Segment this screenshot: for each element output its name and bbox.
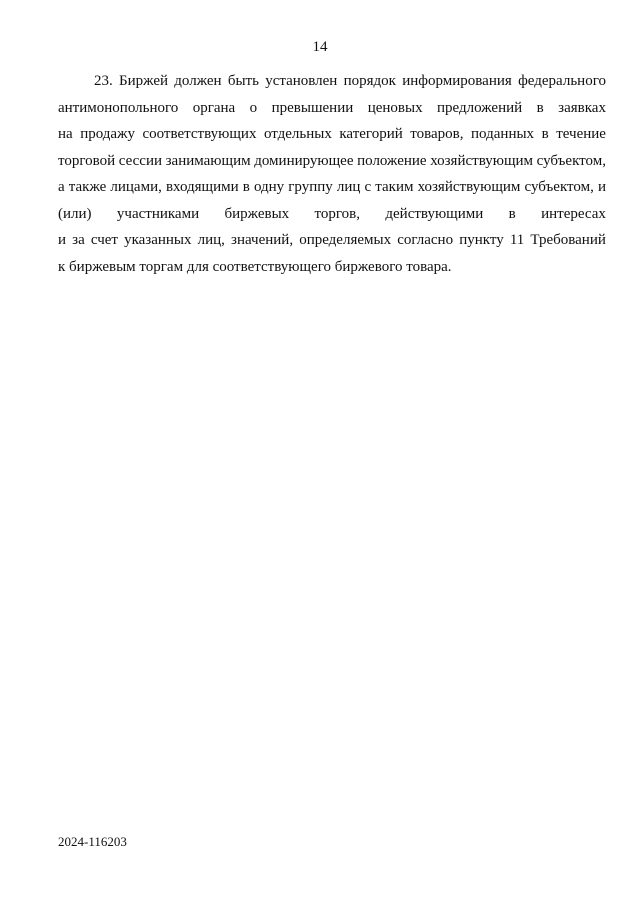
paragraph-line — [58, 95, 606, 122]
paragraph-line — [58, 227, 606, 254]
word: с — [364, 179, 372, 195]
word: указанных — [124, 232, 192, 248]
word: лиц, — [197, 232, 225, 248]
word: товаров, — [410, 126, 464, 142]
paragraph-line — [58, 148, 606, 175]
word: соответствующих — [142, 126, 257, 142]
paragraph-line: к биржевым торгам для соответствующего биржевого товара. — [58, 258, 452, 275]
word: лицами, — [110, 179, 162, 195]
word: занимающим — [165, 152, 251, 169]
word: о — [249, 99, 258, 116]
word: счет — [90, 232, 118, 248]
word: торгов, — [314, 205, 360, 222]
word: в — [242, 179, 250, 195]
word: поданных — [471, 126, 535, 142]
word: действующими — [385, 205, 484, 222]
word: превышении — [271, 99, 354, 116]
word: интересах — [541, 205, 606, 222]
word: хозяйствующим — [430, 152, 534, 169]
paragraph-23 — [58, 68, 606, 280]
word: торговой — [58, 152, 116, 169]
word: установлен — [265, 73, 338, 89]
paragraph-line — [58, 68, 606, 95]
word: течение — [556, 126, 606, 142]
word: 23. — [94, 73, 113, 89]
word: положение — [357, 152, 427, 169]
word: входящими — [165, 179, 239, 195]
word: предложений — [437, 99, 523, 116]
word: порядок — [343, 73, 396, 89]
word: органа — [192, 99, 236, 116]
word: быть — [227, 73, 259, 89]
word: пункту — [459, 232, 504, 248]
word: на — [58, 126, 73, 142]
word: биржевых — [224, 205, 290, 222]
paragraph-line — [58, 121, 606, 148]
word: также — [68, 179, 107, 195]
word: ценовых — [367, 99, 423, 116]
paragraph-line — [58, 201, 606, 228]
paragraph-line — [58, 174, 606, 201]
word: определяемых — [299, 232, 392, 248]
word: Требований — [530, 232, 606, 248]
word: категорий — [339, 126, 403, 142]
word: в — [536, 99, 544, 116]
word: (или) — [58, 205, 92, 222]
document-code: 2024-116203 — [58, 834, 127, 849]
word: лиц — [336, 179, 361, 195]
word: информирования — [402, 73, 512, 89]
word: группу — [288, 179, 333, 195]
word: в — [508, 205, 516, 222]
word: значений, — [231, 232, 294, 248]
word: согласно — [397, 232, 454, 248]
word: в — [541, 126, 549, 142]
word: доминирующее — [254, 152, 354, 169]
word: и — [597, 179, 606, 195]
word: а — [58, 179, 65, 195]
word: и — [58, 232, 67, 248]
word: хозяйствующим — [417, 179, 521, 195]
word: 11 — [509, 232, 525, 248]
word: отдельных — [263, 126, 332, 142]
page-number: 14 — [312, 39, 328, 55]
word: субъектом, — [524, 179, 594, 195]
word: федерального — [518, 73, 606, 89]
word: за — [72, 232, 85, 248]
word: таким — [375, 179, 414, 195]
word: продажу — [80, 126, 135, 142]
word: субъектом, — [536, 152, 606, 169]
word: одну — [253, 179, 285, 195]
word: антимонопольного — [58, 99, 179, 116]
word: сессии — [118, 152, 163, 169]
word: участниками — [116, 205, 200, 222]
word: заявках — [558, 99, 606, 116]
word: должен — [174, 73, 222, 89]
word: Биржей — [119, 73, 169, 89]
